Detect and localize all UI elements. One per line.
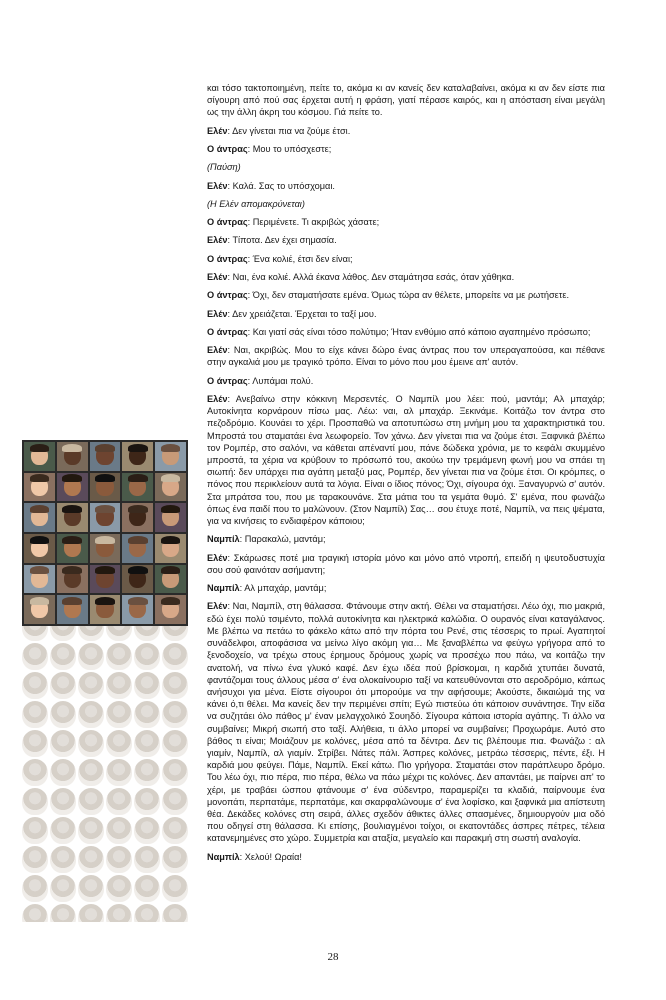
stage-direction: (Η Ελέν απομακρύνεται) [207,198,305,209]
face-portrait [122,595,153,624]
face-portrait [90,595,121,624]
paragraph-9: Ελέν: Ναι, ένα κολιέ. Αλλά έκανα λάθος. Δεν σταμάτησα εσάς, όταν χάθηκα. [207,272,515,283]
faded-face [22,672,48,699]
faded-face [162,846,188,873]
paragraph-14: Ο άντρας: Λυπάμαι πολύ. [207,375,314,386]
paragraph-16: Ναμπίλ: Παρακαλώ, μαντάμ; [207,534,326,545]
faded-face [106,846,132,873]
speaker-name: Ελέν [207,235,228,246]
faded-face [78,788,104,815]
faded-face [22,701,48,728]
faded-face [162,672,188,699]
face-portrait [24,473,55,502]
faded-face [162,817,188,844]
speaker-name: Ο άντρας [207,326,248,337]
paragraph-1: Ελέν: Δεν γίνεται πια να ζούμε έτσι. [207,125,351,136]
paragraph-11: Ελέν: Δεν χρειάζεται. Έρχεται το ταξί μου. [207,308,377,319]
face-portrait [57,503,88,532]
face-portrait [24,442,55,471]
faded-face [50,846,76,873]
faded-face [162,904,188,922]
faded-face [50,875,76,902]
paragraph-17: Ελέν: Σκάρωσες ποτέ μια τραγική ιστορία μόνο και μόνο από ντροπή, επειδή η ψευτοδυστυχία σου σού φαινόταν ασήμαντη; [207,552,605,575]
paragraph-8: Ο άντρας: Ένα κολιέ, έτσι δεν είναι; [207,253,353,264]
speaker-name: Ελέν [207,180,228,191]
speaker-name: Ελέν [207,601,228,612]
color-faces-grid [22,440,188,626]
face-portrait [57,534,88,563]
faded-face [50,788,76,815]
speaker-name: Ο άντρας [207,144,248,154]
face-portrait [57,595,88,624]
paragraph-12: Ο άντρας: Και γιατί σάς είναι τόσο πολύτιμο; Ήταν ενθύμιο από κάποιο αγαπημένο πρόσωπο; [207,326,591,337]
faded-face [134,643,160,670]
faded-face [50,672,76,699]
speaker-name: Ο άντρας [207,253,248,264]
face-portrait [24,595,55,624]
face-portrait [122,473,153,502]
face-portrait [155,442,186,471]
faded-face [106,875,132,902]
face-portrait [24,503,55,532]
faded-face [134,759,160,786]
faded-face [162,759,188,786]
face-portrait [57,473,88,502]
face-portrait [122,503,153,532]
face-portrait [24,534,55,563]
paragraph-10: Ο άντρας: Όχι, δεν σταματήσατε εμένα. Όμως τώρα αν θέλετε, μπορείτε να με ρωτήσετε. [207,290,570,301]
faded-face [50,759,76,786]
page-number: 28 [327,951,339,963]
faded-face [78,904,104,922]
faded-face [22,759,48,786]
faded-face [78,759,104,786]
dialogue-text-column [207,82,605,869]
face-portrait [155,534,186,563]
paragraph-4: Ελέν: Καλά. Σας το υπόσχομαι. [207,180,335,191]
speaker-name: Ελέν [207,552,228,563]
faded-face [106,672,132,699]
faded-face [106,904,132,922]
faded-face [106,788,132,815]
faded-face [22,846,48,873]
speaker-name: Ο άντρας [207,375,248,386]
faded-face [134,875,160,902]
faded-face [134,904,160,922]
faded-face [22,788,48,815]
speaker-name: Ναμπίλ [207,583,240,594]
face-portrait [90,473,121,502]
face-portrait [155,565,186,594]
paragraph-18: Ναμπίλ: Αλ μπαχάρ, μαντάμ; [207,583,327,594]
faded-face [134,701,160,728]
faded-face [78,846,104,873]
faded-face [134,846,160,873]
faded-face [162,730,188,757]
paragraph-6: Ο άντρας: Περιμένετε. Τι ακριβώς χάσατε; [207,217,380,228]
face-portrait [122,534,153,563]
paragraph-13: Ελέν: Ναι, ακριβώς. Μου το είχε κάνει δώρο ένας άντρας που τον υπεραγαπούσα, και πέθανε στην αγκαλιά μου με τραγικό τρόπο. Είναι το μόνο που μου έμεινε απ' αυτόν. [207,345,605,368]
speaker-name: Ελέν [207,345,228,356]
paragraph-0: και τόσο τακτοποιημένη, πείτε το, ακόμα κι αν κανείς δεν καταλαβαίνει, ακόμα κι αν δεν είστε πια σίγουρη από πού σας έρχεται αυτή η φράση, γιατί πέρασε καιρός, και η απόσταση είναι μεγάλη ως την άλλη άκρη του κόσμου. Γιά πείτε το. [207,83,605,118]
face-portrait [24,565,55,594]
faded-face [134,788,160,815]
faded-face [78,730,104,757]
faded-face [22,817,48,844]
faded-face [78,672,104,699]
stage-direction: (Παύση) [207,162,241,173]
speaker-name: Ναμπίλ [207,534,240,545]
speaker-name: Ελέν [207,125,228,136]
faded-face [162,788,188,815]
face-portrait [90,503,121,532]
faded-face [106,730,132,757]
face-portrait [57,442,88,471]
face-portrait [122,442,153,471]
paragraph-20: Ναμπίλ: Χελού! Ωραία! [207,851,302,862]
faded-face [78,817,104,844]
speaker-name: Ελέν [207,272,228,283]
speaker-name: Ο άντρας [207,290,248,301]
faded-face [134,817,160,844]
faded-face [162,643,188,670]
face-portrait [90,442,121,471]
faded-face [106,701,132,728]
face-portrait [90,565,121,594]
paragraph-19: Ελέν: Ναι, Ναμπίλ, στη θάλασσα. Φτάνουμε στην ακτή. Θέλει να σταματήσει. Λέω όχι, πιο μακριά, εδώ έχει πολύ τσιμέντο, πολλά αυτοκίνητα και ηλεκτρικά καλώδια. Ο ουρανός είναι καταγάλανος. Με βλέπω να πετάω το φάκελο κάτω από την πόρτα του Ρενέ, στις τέσσερις το πρωί. Αγαπητοί συνάδελφοι, αποφάσισα να μείνω λίγο ακόμη για… Με ξαναβλέπω να φεύγω γρήγορα από το ξενοδοχείο, να τρέχω στους έρημους δρόμους χωρίς να προσέχω που πάω, να κοιτάζω την ανατολή, να πίνω ένα γλυκό καφέ. Δεν έχω ιδέα πού βρίσκομαι, η καρδιά χτυπάει δυνατά, φαντάζομαι τους άλλους μέσα σ' ένα ολοκαίνουριο ταξί να κατευθύνονται στο αεροδρόμιο, κάπως ανήσυχοι για μένα. Είστε σίγουροι ότι μπορούμε να την αφήσουμε; Ακούστε, δικαιώμά της να κάνει ό,τι θέλει. Μα κανείς δεν την περιμένει σπίτι; Εγώ πιστεύω ότι κάποιον συνάντησε. Την είδα να συζητάει όλο πάθος μ' έναν μελαγχολικό Σουηδό. Σίγουρα κάποια ιστορία αγάπης. Τι άλλο να συμβαίνει; Μικρή σιωπή στο ταξί. Αλήθεια, τι άλλο μπορεί να συμβαίνει; Προχωράμε. Αυτό στο βάθος τι είναι; Μοιάζουν με κολόνες, μέσα από τα δέντρα. Δεν τις βλέπουμε πια. Φωνάζω : αλ γιαμίν, Ναμπίλ, αλ γιαμίν. Στρίβει. Νάτες πάλι. Άσπρες κολόνες, μετράω τέσσερις, πέντε, έξι. Η καρδιά μου φεύγει. Πάμε, Ναμπίλ. Εκεί κάτω. Πιο γρήγορα. Σταματάει στον παράπλευρο δρόμο. Του λέω όχι, πιο πέρα, πιο πέρα, θέλω να πάω μέχρι τις κολόνες. Δεν απαντάει, με παίρνει απ' το χέρι, με τραβάει ώσπου φτάνουμε σ' ένα σύδεντρο, παραμερίζει τα κλαδιά, παίρνουμε ένα μονοπάτι, περπατάμε, περπατάμε, και σκαρφαλώνουμε σ' ένα λοφίσκο, και ξαφνικά μια απίστευτη θέα. Δεκάδες κολόνες στη σειρά, άλλες σχεδόν άθικτες άλλες σπασμένες, δημιουργούν μια οδό που οδηγεί στη θάλασσα. Κι επίσης, βουλιαγμένοι τοίχοι, οι εκατοντάδες άσπρες πέτρες, τέλεια κατανεμημένες στο χώρο. Συμμετρία και αταξία, μεγαλείο και παρακμή στη σωστή αναλογία. [207,601,605,844]
face-portrait [57,565,88,594]
faded-face [22,904,48,922]
faded-face [106,817,132,844]
faded-face [22,875,48,902]
faded-face [78,643,104,670]
faded-face [22,643,48,670]
face-portrait [122,565,153,594]
paragraph-7: Ελέν: Τίποτα. Δεν έχει σημασία. [207,235,337,246]
face-portrait [155,473,186,502]
faded-face [106,759,132,786]
faded-face [50,643,76,670]
faded-face [134,730,160,757]
faded-face [22,730,48,757]
faded-face [162,875,188,902]
faded-face [50,730,76,757]
face-portrait [90,534,121,563]
face-portrait [155,503,186,532]
faded-face [50,904,76,922]
faded-face [134,672,160,699]
paragraph-2: Ο άντρας: Μου το υπόσχεστε; [207,144,332,154]
faded-face [162,701,188,728]
faded-face [50,817,76,844]
speaker-name: Ελέν [207,308,228,319]
faded-face [106,643,132,670]
speaker-name: Ελέν [207,394,228,405]
faded-face [78,875,104,902]
speaker-name: Ο άντρας [207,217,248,228]
paragraph-15: Ελέν: Ανεβαίνω στην κόκκινη Μερσεντές. Ο Ναμπίλ μου λέει: πού, μαντάμ; Αλ μπαχάρ; Αυτοκίνητα κορνάρουν πίσω μας. Λέω: ναι, αλ μπαχάρ. Ξεκινάμε. Κοιτάζω τον άντρα στο πεζοδρόμιο. Κουνάει το χέρι. Προσπαθώ να αποτυπώσω στη μνήμη μου τα χαρακτηριστικά του. Μπροστά του σταματάει ένα λεωφορείο. Τον χάνω. Δεν γίνεται πια να ζούμε έτσι. Ξαφνικά βλέπω τον Ρομπέρ, στο σαλόνι, να κάθεται απέναντί μου, πάνε δώδεκα χρόνια, με το κεφάλι σκυμμένο μπροστά, τα χέρια να κρύβουν το πρόσωπό του, ακούω την τρεμάμενη φωνή μου να σπάει τη σιωπή: δεν υπάρχει πια αγάπη μεταξύ μας, Ρομπέρ, δεν γίνεται πια να ζούμε έτσι. Οι κρόμπες, ο πόνος που περικλείουν αυτά τα λόγια. Είναι ο ίδιος πόνος; Όχι, σίγουρα όχι. Ξαναγυρνώ σ' αυτόν. Στα μπράτσα του, που με ταρακουνάνε. Στα μάτια του τα γεμάτα θυμό. Σ' εμένα, που φωνάζω όπως ένα παιδί που το μαλώνουν. (Στον Ναμπίλ) Σας… σου έτυχε ποτέ, Ναμπίλ, να πεις ψέματα, για να κινήσεις το ενδιαφέρον κάποιου; [207,394,605,527]
speaker-name: Ναμπίλ [207,851,240,862]
faded-face [78,701,104,728]
faded-face [50,701,76,728]
face-portrait [155,595,186,624]
faces-collage-image [22,440,188,922]
